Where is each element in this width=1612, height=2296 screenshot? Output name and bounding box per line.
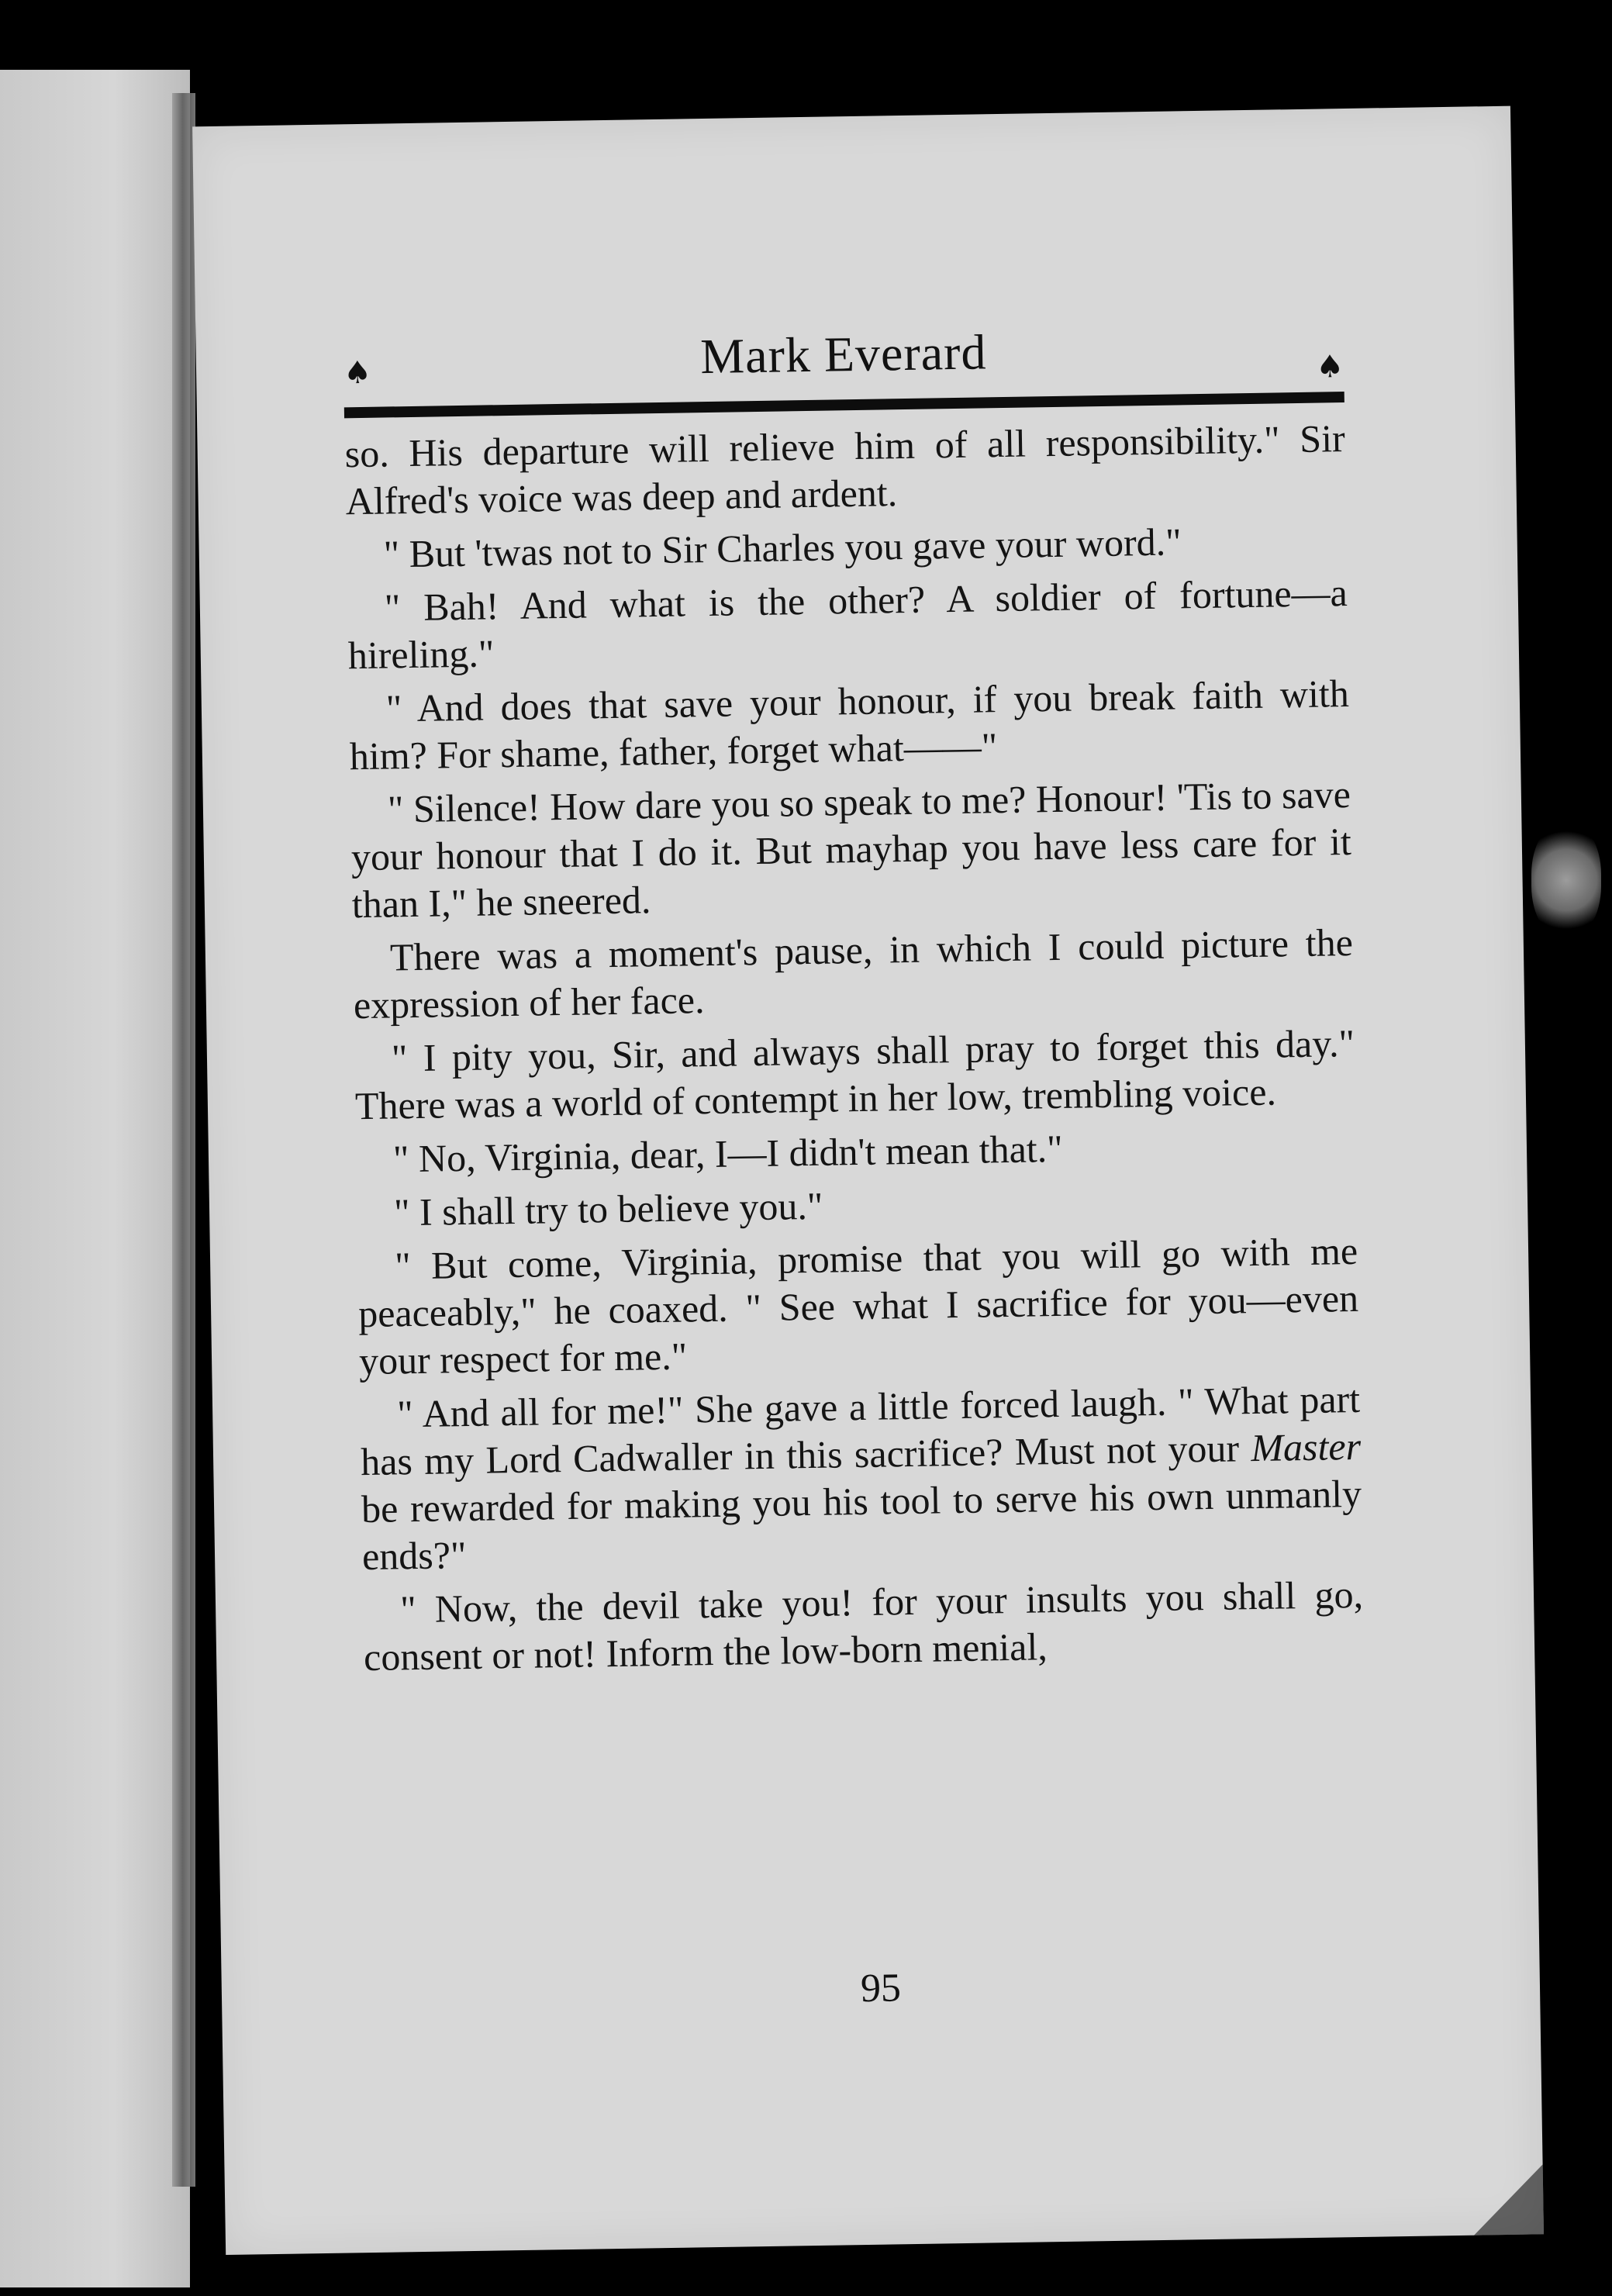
facing-page-edge <box>0 70 190 2287</box>
paragraph: so. His departure will relieve him of all responsibility." Sir Alfred's voice was deep and ardent. <box>344 416 1346 523</box>
body-text <box>344 415 1364 1687</box>
paragraph-text: be rewarded for making you his tool to serve his own unmanly ends?" <box>361 1471 1362 1579</box>
running-title: Mark Everard <box>699 324 987 385</box>
paragraph: " But come, Virginia, promise that you will go with me peaceably," he coaxed. " See what I sacrifice for you—even your respect for me." <box>357 1228 1359 1383</box>
paragraph-text: " And all for me!" She gave a little forced laugh. " What part has my Lord Cadwaller in this sacrifice? Must not your <box>360 1376 1361 1484</box>
paragraph: " I shall try to believe you." <box>393 1183 823 1234</box>
paragraph: " And does that save your honour, if you break faith with him? For shame, father, forget what——" <box>349 672 1350 779</box>
italic-word: Master <box>1250 1424 1362 1470</box>
paragraph: " No, Virginia, dear, I—I didn't mean that." <box>392 1126 1064 1181</box>
paragraph-cadwaller <box>360 1376 1363 1580</box>
page-corner-fold <box>1473 2164 1544 2235</box>
ornament-right-icon: ♠ <box>1315 349 1344 385</box>
ornament-left-icon: ♠ <box>343 354 372 392</box>
page-number: 95 <box>860 1966 902 2011</box>
paragraph: " Silence! How dare you so speak to me? Honour! 'Tis to save your honour that I do it. But mayhap you have less care for it than I," he sneered. <box>350 772 1352 927</box>
paragraph: " I pity you, Sir, and always shall pray to forget this day." There was a world of contempt in her low, trembling voice. <box>354 1020 1355 1128</box>
ink-blot <box>1531 822 1601 938</box>
book-page <box>192 106 1544 2255</box>
paragraph: " Bah! And what is the other? A soldier of fortune—a hireling." <box>347 571 1348 678</box>
paragraph: There was a moment's pause, in which I could picture the expression of her face. <box>353 920 1354 1027</box>
book-gutter <box>172 93 195 2187</box>
page-header <box>343 318 1344 403</box>
paragraph: " Now, the devil take you! for your insults you shall go, consent or not! Inform the low-born menial, <box>363 1572 1364 1680</box>
paragraph: " But 'twas not to Sir Charles you gave your word." <box>383 520 1182 576</box>
